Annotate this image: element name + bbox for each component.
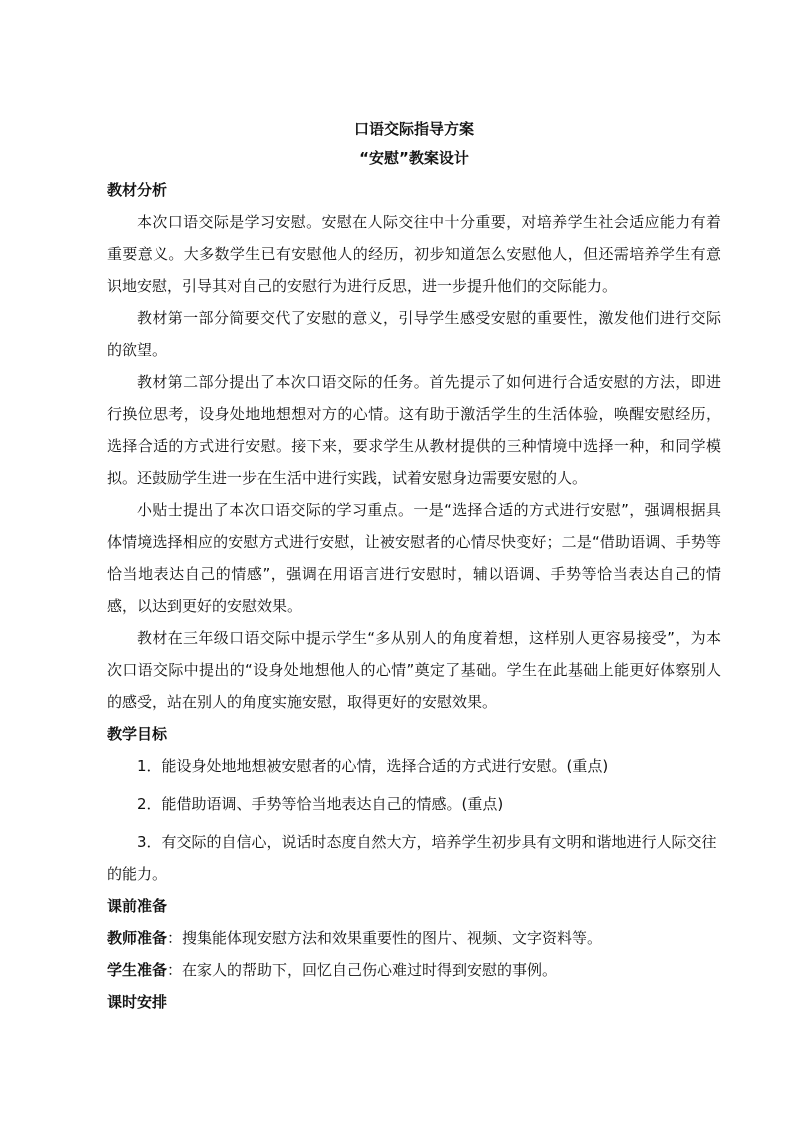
student-preparation-label: 学生准备 bbox=[107, 961, 168, 979]
document-subtitle: “安慰”教案设计 bbox=[359, 149, 469, 167]
teacher-preparation-text: ：搜集能体现安慰方法和效果重要性的图片、视频、文字资料等。 bbox=[167, 929, 603, 947]
analysis-paragraph-2: 教材第一部分简要交代了安慰的意义，引导学生感受安慰的重要性，激发他们进行交际的欲望。 bbox=[107, 309, 721, 359]
section-heading-schedule: 课时安排 bbox=[107, 993, 168, 1011]
section-heading-preparation: 课前准备 bbox=[107, 897, 168, 915]
section-heading-analysis: 教材分析 bbox=[107, 181, 168, 199]
teacher-preparation bbox=[107, 922, 721, 954]
section-heading-goals: 教学目标 bbox=[107, 725, 168, 743]
student-preparation bbox=[107, 954, 721, 986]
goal-item-3: 3．有交际的自信心，说话时态度自然大方，培养学生初步具有文明和谐地进行人际交往的能力。 bbox=[107, 833, 717, 883]
goal-item-1: 1．能设身处地地想被安慰者的心情，选择合适的方式进行安慰。(重点) bbox=[137, 757, 609, 775]
analysis-paragraph-3: 教材第二部分提出了本次口语交际的任务。首先提示了如何进行合适安慰的方法，即进行换位思考，设身处地地想想对方的心情。这有助于激活学生的生活体验，唤醒安慰经历，选择合适的方式进行安慰。接下来，要求学生从教材提供的三种情境中选择一种，和同学模拟。还鼓励学生进一步在生活中进行实践，试着安慰身边需要安慰的人。 bbox=[107, 373, 721, 487]
teacher-preparation-label: 教师准备 bbox=[107, 929, 168, 947]
document-title: 口语交际指导方案 bbox=[353, 120, 474, 138]
analysis-paragraph-4: 小贴士提出了本次口语交际的学习重点。一是“选择合适的方式进行安慰”，强调根据具体情境选择相应的安慰方式进行安慰，让被安慰者的心情尽快变好；二是“借助语调、手势等恰当地表达自己的情感”，强调在用语言进行安慰时，辅以语调、手势等恰当表达自己的情感，以达到更好的安慰效果。 bbox=[107, 501, 721, 615]
analysis-paragraph-5: 教材在三年级口语交际中提示学生“多从别人的角度着想，这样别人更容易接受”，为本次口语交际中提出的“设身处地想他人的心情”奠定了基础。学生在此基础上能更好体察别人的感受，站在别人的角度实施安慰，取得更好的安慰效果。 bbox=[107, 629, 721, 711]
document-body bbox=[107, 116, 721, 1018]
analysis-paragraph-1: 本次口语交际是学习安慰。安慰在人际交往中十分重要，对培养学生社会适应能力有着重要意义。大多数学生已有安慰他人的经历，初步知道怎么安慰他人，但还需培养学生有意识地安慰，引导其对自己的安慰行为进行反思，进一步提升他们的交际能力。 bbox=[107, 213, 721, 295]
student-preparation-text: ：在家人的帮助下，回忆自己伤心难过时得到安慰的事例。 bbox=[167, 961, 558, 979]
goal-item-2: 2．能借助语调、手势等恰当地表达自己的情感。(重点) bbox=[137, 795, 504, 813]
